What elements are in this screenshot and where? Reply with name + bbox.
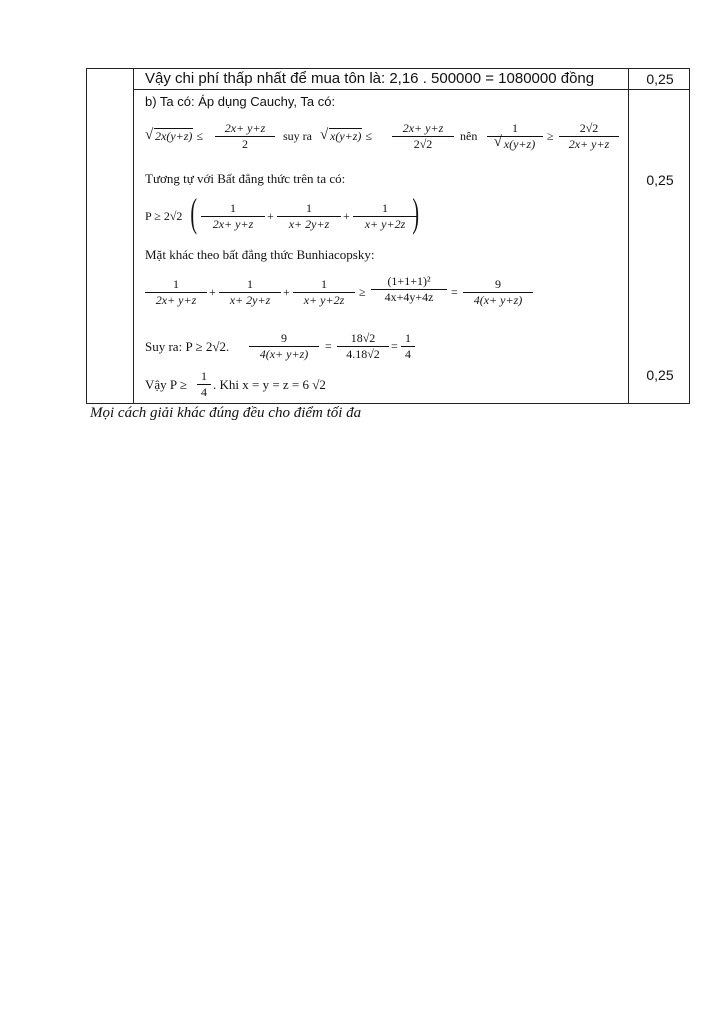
eq4-eq1: = xyxy=(325,339,332,353)
eq1-frac4: $\frac{2√2}{2x+ y+z}$ xyxy=(559,121,619,152)
column-divider-left xyxy=(133,69,134,403)
eq4-frac2: $\frac{18√2}{4.18√2}$ xyxy=(337,331,389,362)
eq3-frac5: $\frac{9}{4(x+ y+z)}$ xyxy=(463,277,533,308)
eq3-frac4: $\frac{\text{(1+1+1)²}}{4x+4y+4z}$ xyxy=(371,274,447,305)
eq1-frac1: $\frac{2x+ y+z}{2}$ xyxy=(215,121,275,152)
row-divider xyxy=(133,89,689,90)
tuong-tu-text: Tương tự với Bất đẳng thức trên ta có: xyxy=(145,171,346,186)
eq2-paren-left: ( xyxy=(190,190,197,235)
row1-score: 0,25 xyxy=(646,71,674,87)
eq5-frac: $\frac{1}{4}$ xyxy=(197,369,211,400)
eq2-paren-right: ) xyxy=(412,190,419,235)
eq3-frac1: $\frac{1}{2x+ y+z}$ xyxy=(145,277,207,308)
eq2-plus2: + xyxy=(343,209,350,223)
eq5-lead: Vậy P ≥ xyxy=(145,377,188,392)
part-b-intro: b) Ta có: Áp dụng Cauchy, Ta có: xyxy=(145,94,336,109)
eq3-plus2: + xyxy=(283,285,290,299)
eq1-nen: nên xyxy=(460,129,478,143)
column-divider-right xyxy=(628,69,629,403)
eq2-plus1: + xyxy=(267,209,274,223)
mat-khac-text: Mặt khác theo bất đẳng thức Bunhiacopsky: xyxy=(145,247,375,262)
eq3-frac3: $\frac{1}{x+ y+2z}$ xyxy=(293,277,355,308)
eq2-frac2: $\frac{1}{x+ 2y+z}$ xyxy=(277,201,341,232)
eq3-frac2: $\frac{1}{x+ 2y+z}$ xyxy=(219,277,281,308)
eq5-tail: . Khi x = y = z = 6 √2 xyxy=(213,377,326,392)
row1-text: Vậy chi phí thấp nhất để mua tôn là: 2,16 . 500000 = 1080000 đồng xyxy=(145,70,595,87)
eq2-lhs: P ≥ 2√2 xyxy=(145,209,183,223)
eq1-frac2: $\frac{2x+ y+z}{2√2}$ xyxy=(392,121,454,152)
eq1-rad2: √ x(y+z) ≤ xyxy=(320,129,372,144)
eq3-plus1: + xyxy=(209,285,216,299)
eq1-suyra: suy ra xyxy=(283,129,312,143)
eq4-eq2: = xyxy=(391,339,398,353)
row3-score: 0,25 xyxy=(646,367,674,383)
eq2-frac1: $\frac{1}{2x+ y+z}$ xyxy=(201,201,265,232)
eq3-ge: ≥ xyxy=(359,285,366,299)
row2-score: 0,25 xyxy=(646,172,674,188)
footer-note: Mọi cách giải khác đúng đều cho điểm tối đa xyxy=(90,405,362,421)
eq4-frac1: $\frac{9}{4(x+ y+z)}$ xyxy=(249,331,319,362)
eq2-frac3: $\frac{1}{x+ y+2z}$ xyxy=(353,201,417,232)
answer-table xyxy=(86,68,690,404)
eq3-eq: = xyxy=(451,285,458,299)
eq1-lhs: √ 2x(y+z) ≤ xyxy=(145,129,203,144)
eq4-lead: Suy ra: P ≥ 2√2. xyxy=(145,339,230,354)
eq1-ge: ≥ xyxy=(547,129,554,143)
eq4-frac3: $\frac{1}{4}$ xyxy=(401,331,415,362)
eq1-frac3: 1 √ x(y+z) xyxy=(487,121,543,152)
